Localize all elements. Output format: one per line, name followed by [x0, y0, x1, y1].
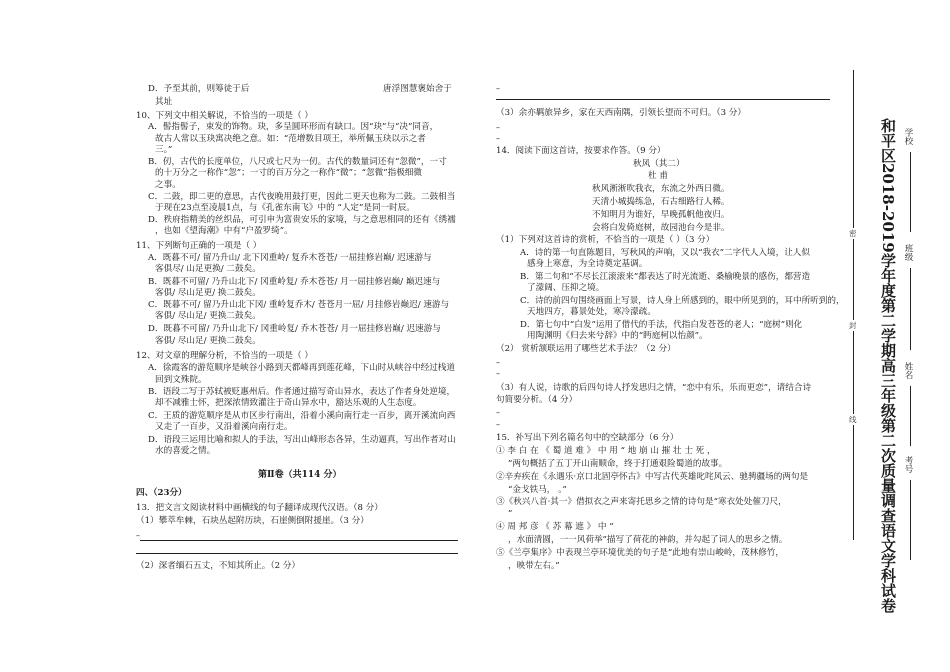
question-line: 不知明月为谁好，早晚孤帆他夜归。 [592, 210, 730, 220]
answer-dash-r4: – [496, 358, 500, 367]
answer-dash-r3: – [496, 134, 500, 143]
question-line: 13．把文言文阅读材料中画横线的句子翻译成现代汉语。（8 分） [136, 503, 383, 513]
label-name: 姓名 [903, 362, 913, 379]
question-line: 杜 甫 [648, 171, 668, 181]
question-line: B．语段二写于苏轼被贬惠州后。作者通过描写奇山异水，表达了作者身处逆境， [148, 387, 456, 397]
section-title: 第Ⅱ卷（共114 分） [258, 470, 342, 480]
question-line: D．秩府指精美的丝织品，可引申为富贵安乐的家境，与之意思相同的还有《绣襦 [148, 215, 456, 225]
question-line: （3）有人说，诗歌的后四句诗人抒发思归之情，“恋中有乐，乐而更恋”，请结合诗 [496, 383, 812, 393]
question-line: ，映带左右。” [508, 561, 560, 571]
question-line: （3）余亦羁旅异乡，家在天西南隅，引领长望而不可归。（3 分） [496, 108, 746, 118]
question-line: 句简要分析。（4 分） [496, 395, 578, 405]
question-line: 其址 [155, 97, 173, 107]
question-line: ，水面清圆，一一风荷举”描写了荷花的神韵，并勾起了词人的思乡之情。 [508, 535, 788, 545]
question-line: 秋风（其二） [633, 159, 685, 169]
question-line: 15．补写出下列名篇名句中的空缺部分（6 分） [496, 433, 679, 443]
answer-line-2 [136, 553, 458, 554]
seal-char-mi: 密 [849, 229, 857, 238]
question-line: 天清小城捣练急，石古细路行人稀。 [592, 197, 730, 207]
question-line: 却不减雅士怀，把深浓情致灌注于奇山异水中，豁达乐观的人生态度。 [155, 398, 422, 408]
question-line: 客俱尽/ 山足更换/ 二鼓矣。 [155, 264, 261, 274]
question-line: （1）攀萃牟棘，石块丛起附历块，石崖侧倒附援崖。（3 分） [136, 516, 369, 526]
question-line: C．二鼓，即二更的意思，古代夜晚用鼓打更，因此二更天也称为二鼓。二鼓相当 [148, 192, 456, 202]
question-line: 秋风淅淅吹我衣，东流之外西日微。 [592, 184, 730, 194]
question-line: C．诗的前四句围绕画面上写景，诗人身上所感到的，眼中所见到的，耳中所听到的， [520, 296, 845, 306]
question-line: ④ 周 邦 彦 《 苏 幕 遮 》 中 “ [496, 522, 614, 532]
label-class: 班级 [903, 244, 913, 261]
question-line: A．髻指髻子，束发的饰物。玦，多呈圆环形而有缺口。因“玦”与“决”同音， [148, 122, 439, 132]
question-line: 天地四方，暮景处处，寒冷濛疏。 [527, 307, 656, 317]
question-line: ” [508, 509, 513, 519]
question-line: （2）深者缅石五丈，不知其所止。（2 分） [136, 561, 301, 571]
question-line: 三。” [155, 145, 173, 155]
question-line: B．既暮不可留/ 乃升山北下/ 冈重岭复/ 乔木苍苍/ 月一屈挂修岩巅/ 巅迟速与 [148, 277, 441, 287]
question-line: ⑤《兰亭集序》中表现兰亭环境优美的句子是“此地有崇山峻岭，茂林修竹， [496, 548, 784, 558]
question-line: 14．阅读下面这首诗，按要求作答。（9 分） [496, 146, 666, 156]
field-school[interactable] [910, 152, 911, 232]
label-school: 学校 [903, 128, 913, 145]
binding-line [853, 70, 854, 540]
question-line: ”两句概括了五丁开山南顺命，终于打通艰险蜀道的故事。 [508, 459, 728, 469]
question-line: ，也如《望海潮》中有“户盈罗绮”。 [155, 226, 293, 236]
answer-dash-r7: – [496, 420, 500, 429]
question-line: D．语段三运用比喻和拟人的手法，写出山峰形态各异，生动逼真，写出作者对山 [148, 435, 456, 445]
question-line: （2） 赏析颔联运用了哪些艺术手法？（2 分） [496, 344, 676, 354]
seal-char-feng: 封 [849, 321, 857, 330]
question-line: 用陶渊明《归去来兮辞》中的“眄庭柯以怡颜”。 [527, 331, 708, 341]
question-line: C．王质的游览顺序是从市区步行南出，沿着小溪向南行走一百步，离开溪流向西 [148, 411, 456, 421]
answer-dash-r6: – [496, 408, 500, 417]
seal-char-xian: 线 [849, 415, 857, 424]
question-line: 水的喜爱之情。 [155, 446, 216, 456]
question-line: D．既暮不可留/ 乃升山北下/ 冈重岭复/ 乔木苍苍/ 月一屈挂修岩巅/ 迟速游与 [148, 324, 441, 334]
question-line: B．仞，古代的长度单位，八尺或七尺为一仞。古代的数量词还有“忽微”，一寸 [148, 157, 447, 167]
question-line: 12、对文章的理解分析，不恰当的一项是（ ） [136, 351, 313, 361]
question-line: 故古人常以玉玦寓决绝之意。如：“范增数目项王，举所佩玉玦以示之者 [155, 134, 426, 144]
question-line: B．第二句和“不尽长江滚滚来”都表达了时光流逝、桑榆晚景的感伤，都营造 [520, 272, 811, 282]
answer-line-r1 [496, 99, 830, 100]
field-exam-no[interactable] [910, 480, 911, 560]
question-line: 会将白发倚庭树，故园池台今是非。 [592, 223, 730, 233]
question-line: 了濛阔、压抑之境。 [527, 283, 605, 293]
label-exam-no: 考号 [903, 456, 913, 473]
field-name[interactable] [910, 386, 911, 446]
question-line: 又走了一百步，又沿着溪向南行走。 [155, 422, 293, 432]
question-line: A．徐霞客的游览顺序是峡谷小路到天都峰再到莲花峰，下山时从峡谷中经过栈道 [148, 363, 455, 373]
question-line: 客俱/ 尽山足更/ 换二鼓矣。 [155, 288, 261, 298]
answer-dash-r5: – [496, 369, 500, 378]
question-line: 客俱/ 尽山足/ 更换二鼓矣。 [155, 336, 261, 346]
question-line: D．第七句中“白发”运用了借代的手法，代指白发苍苍的老人；“庭树”则化 [520, 320, 803, 330]
question-line: 客俱/ 尽山足/ 更换二鼓矣。 [155, 311, 261, 321]
question-line: C．既暮不可/ 留乃升山北下冈/ 重岭复乔木/ 苍苍月一屈/ 月挂修岩巅迟/ 速游与 [148, 300, 450, 310]
question-line: 于现在23点至凌晨1点，与《孔雀东南飞》中的 “人定”是同一时辰。 [155, 203, 415, 213]
question-line: ③《秋兴八首·其一》借拟衣之声来寄托思乡之情的诗句是“寒衣处处催刀尺， [496, 497, 787, 507]
answer-dash-r1: – [496, 84, 500, 93]
question-line: 的十万分之一称作“忽”；一寸的百万分之一称作“微”；“忽微”指极细微 [155, 168, 422, 178]
question-line: “金戈铁马， 。” [508, 485, 567, 495]
question-line: 感身上寒意，为全诗奠定基调。 [527, 259, 648, 269]
exam-vertical-title: 和平区2018-2019学年度第二学期高三年级第二次质量调查语文学科试卷 [879, 118, 897, 613]
answer-dash-1: – [136, 531, 140, 540]
question-line: 四、（23分） [136, 488, 187, 498]
question-line: 之事。 [155, 180, 181, 190]
question-line: 11、下列断句正确的一项是（ ） [136, 241, 262, 251]
question-line: ②辛弃疾在《永遇乐·京口北固亭怀古》中写古代英雄叱咤风云、驰骋疆场的两句是 [496, 472, 809, 482]
question-line: 唐浮图慧褒始舍于 [383, 84, 452, 94]
answer-dash-r2: – [496, 123, 500, 132]
question-line: 回到文殊院。 [155, 375, 207, 385]
question-line: A．诗的第一句直陈题目，写秋风的声响，又以“我衣”二字代人入境，让人似 [520, 248, 810, 258]
question-line: ① 李 白 在 《 蜀 道 难 》 中 用 “ 地 崩 山 摧 壮 士 死 ， [496, 446, 716, 456]
question-line: A．既暮不可/ 留乃升山/ 北下冈重岭/ 复乔木苍苍/ 一屈挂修岩巅/ 迟速游与 [148, 253, 432, 263]
question-line: （1）下列对这首诗的赏析，不恰当的一项是（ ）（3 分） [496, 235, 715, 245]
question-line: D．予至其前，则筹徒于后 [148, 84, 250, 94]
question-line: 10、下列文中相关解说，不恰当的一项是（ ） [136, 111, 313, 121]
field-class[interactable] [910, 268, 911, 350]
answer-line-1 [140, 540, 458, 541]
